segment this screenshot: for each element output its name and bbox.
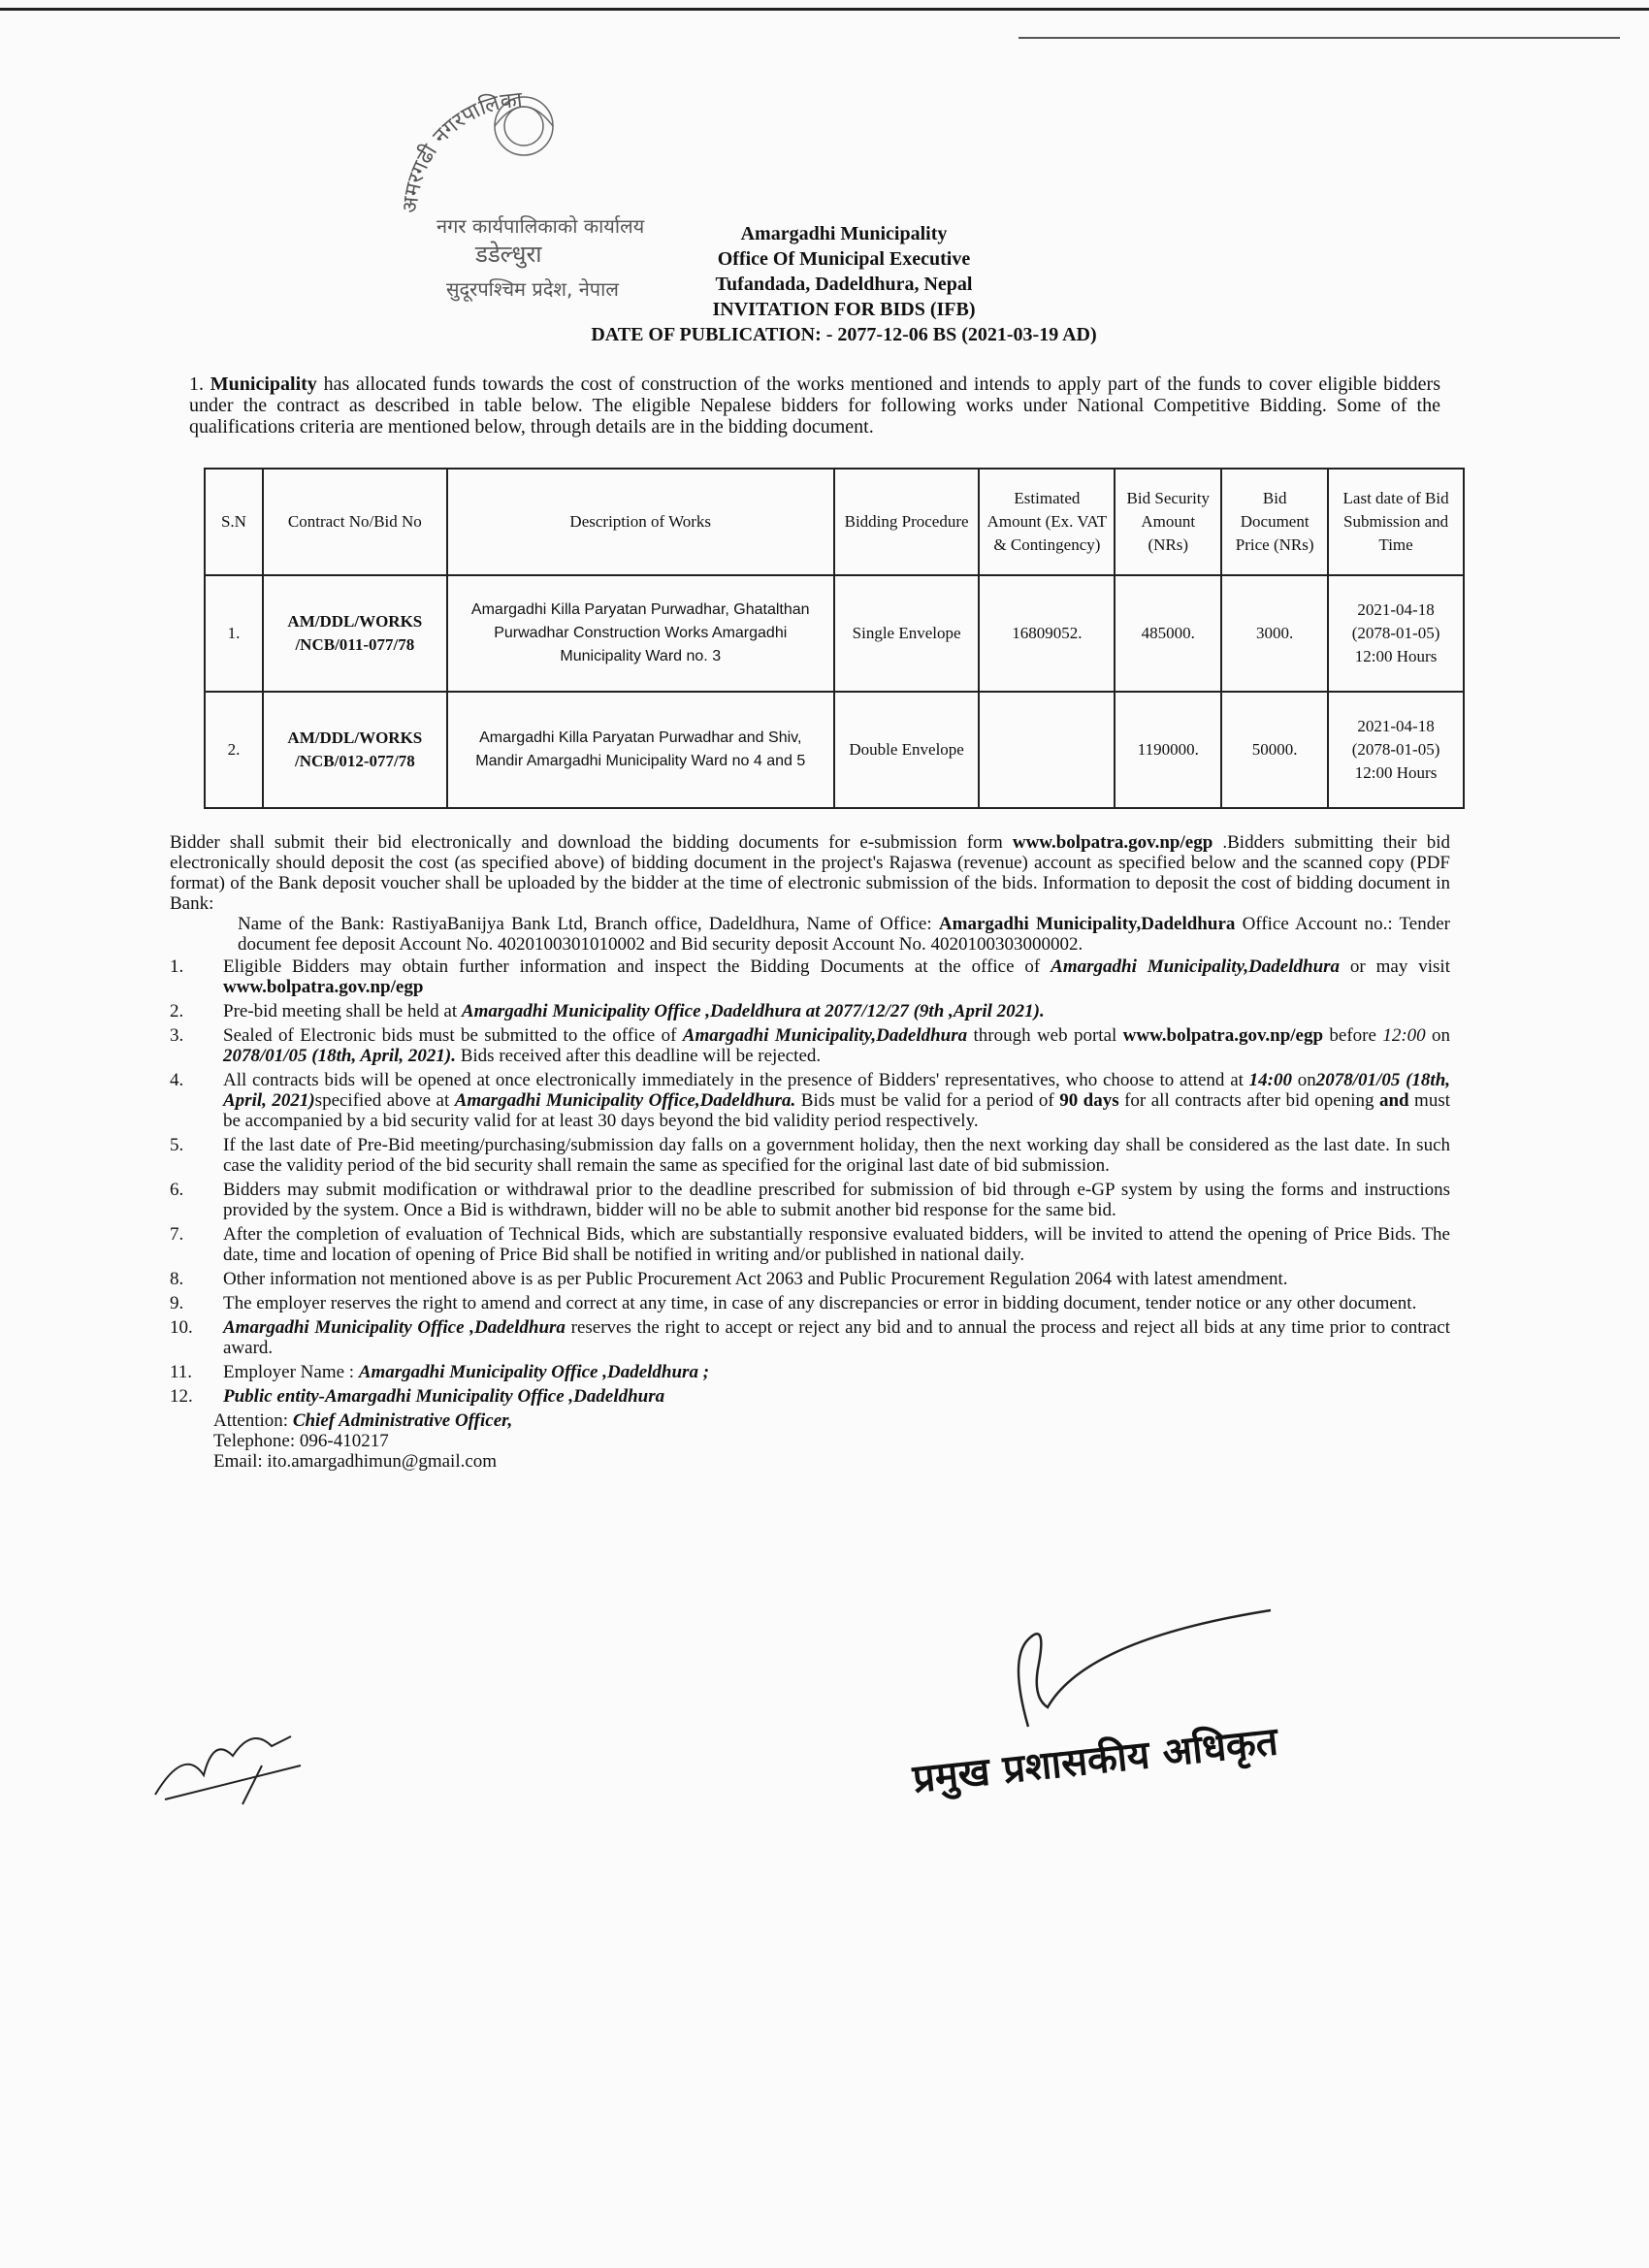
cell-security: 1190000.	[1115, 692, 1221, 808]
col-security: Bid Security Amount (NRs)	[1115, 469, 1221, 575]
cell-estimated	[979, 692, 1115, 808]
item-text: After the completion of evaluation of Technical Bids, which are substantially responsive evaluated bidders, will be invited to attend the opening of Price Bids. The date, time and location of opening of Price Bid shall be notified in writing and/or published in national daily.	[223, 1224, 1450, 1265]
list-item	[170, 1386, 1450, 1407]
list-item	[170, 1180, 1450, 1220]
item-text: Employer Name :	[223, 1362, 359, 1382]
cell-sn: 1.	[205, 575, 263, 692]
cell-estimated: 16809052.	[979, 575, 1115, 692]
svg-text:सुदूरपश्चिम प्रदेश, नेपाल: सुदूरपश्चिम प्रदेश, नेपाल	[446, 277, 619, 301]
cell-price: 50000.	[1221, 692, 1328, 808]
header-date: DATE OF PUBLICATION: - 2077-12-06 BS (2021-03-19 AD)	[591, 324, 1097, 345]
item-text: Other information not mentioned above is as per Public Procurement Act 2063 and Public Procurement Regulation 2064 with latest amendment.	[223, 1269, 1288, 1289]
col-estimated: Estimated Amount (Ex. VAT & Contingency)	[979, 469, 1115, 575]
item-text: Amargadhi Municipality,Dadeldhura	[682, 1025, 968, 1046]
item-text: must be accompanied by a bid security valid for at least 30 days beyond the bid validity period respectively.	[223, 1090, 1450, 1131]
item-text: www.bolpatra.gov.np/egp	[223, 977, 424, 997]
table-row	[205, 692, 1464, 808]
item-text: Amargadhi Municipality Office ,Dadeldhura	[223, 1317, 566, 1338]
attention-line: Attention: Chief Administrative Officer,	[213, 1410, 513, 1431]
item-number: 11.	[170, 1362, 193, 1382]
cell-procedure: Double Envelope	[834, 692, 980, 808]
list-item	[170, 1025, 1450, 1066]
item-text: reserves the right to accept or reject any bid and to annual the process and reject all bids at any time prior to contract award.	[223, 1317, 1450, 1358]
item-text: 2078/01/05 (18th, April, 2021)	[223, 1070, 1451, 1111]
svg-text:डडेल्धुरा: डडेल्धुरा	[475, 241, 542, 268]
item-text: Sealed of Electronic bids must be submitted to the office of	[223, 1025, 683, 1046]
item-number: 6.	[170, 1180, 184, 1200]
svg-text:नगर कार्यपालिकाको कार्यालय: नगर कार्यपालिकाको कार्यालय	[436, 214, 645, 238]
item-text: Amargadhi Municipality Office,Dadeldhura.	[454, 1090, 796, 1111]
item-text: Pre-bid meeting shall be held at	[223, 1001, 462, 1021]
item-text: 14:00	[1248, 1070, 1292, 1090]
item-number: 10.	[170, 1317, 193, 1338]
item-text: If the last date of Pre-Bid meeting/purchasing/submission day falls on a government holiday, then the next working day shall be considered as the last date. In such case the validity period of the bid security shall remain the same as specified for the original last date of bid submission.	[223, 1135, 1450, 1176]
item-text: 2078/01/05 (18th, April, 2021).	[223, 1046, 456, 1066]
header-office: Office Of Municipal Executive	[717, 248, 971, 270]
cell-security: 485000.	[1115, 575, 1221, 692]
item-text: for all contracts after bid opening	[1118, 1090, 1379, 1111]
item-text: on	[1292, 1070, 1316, 1090]
list-item	[170, 1362, 1450, 1382]
email-line: Email: ito.amargadhimun@gmail.com	[213, 1451, 498, 1472]
col-last-date: Last date of Bid Submission and Time	[1328, 469, 1464, 575]
cell-description: Amargadhi Killa Paryatan Purwadhar and Shiv, Mandir Amargadhi Municipality Ward no 4 and 5	[447, 692, 834, 808]
item-text: and	[1378, 1090, 1409, 1111]
telephone-line: Telephone: 096-410217	[213, 1431, 389, 1451]
item-text: on	[1425, 1025, 1450, 1046]
bids-table	[204, 468, 1465, 809]
top-rule	[0, 8, 1649, 11]
cell-price: 3000.	[1221, 575, 1328, 692]
item-text: through web portal	[967, 1025, 1123, 1046]
item-number: 4.	[170, 1070, 184, 1090]
list-item	[170, 1135, 1450, 1176]
intro-paragraph: 1. Municipality has allocated funds towards the cost of construction of the works mentioned and intends to apply part of the funds to cover eligible bidders under the contract as described in table below. The eligible Nepalese bidders for following works under National Competitive Bidding. Some of the qualifications criteria are mentioned below, through details are in the bidding document.	[189, 373, 1440, 437]
notice-body	[170, 832, 1450, 1472]
header-title: INVITATION FOR BIDS (IFB)	[712, 299, 976, 320]
item-text: Amargadhi Municipality Office ,Dadeldhura ;	[358, 1362, 710, 1382]
cell-procedure: Single Envelope	[834, 575, 980, 692]
cell-last-date: 2021-04-18 (2078-01-05) 12:00 Hours	[1328, 692, 1464, 808]
list-item	[170, 1317, 1450, 1358]
item-text: Bids must be valid for a period of	[795, 1090, 1060, 1111]
col-description: Description of Works	[447, 469, 834, 575]
notice-header	[543, 221, 1145, 347]
item-text: 90 days	[1059, 1090, 1119, 1111]
header-municipality: Amargadhi Municipality	[740, 223, 948, 244]
item-text: www.bolpatra.gov.np/egp	[1122, 1025, 1324, 1046]
cell-description: Amargadhi Killa Paryatan Purwadhar, Ghatalthan Purwadhar Construction Works Amargadhi Municipality Ward no. 3	[447, 575, 834, 692]
item-text: Amargadhi Municipality,Dadeldhura	[1051, 956, 1341, 977]
col-procedure: Bidding Procedure	[834, 469, 980, 575]
item-number: 5.	[170, 1135, 184, 1155]
item-text: or may visit	[1340, 956, 1450, 977]
bank-info: Name of the Bank: RastiyaBanijya Bank Ltd, Branch office, Dadeldhura, Name of Office: Amargadhi Municipality,Dadeldhura Office Account no.: Tender document fee deposit Account No. 4020100301010002 and Bid security deposit Account No. 4020100303000002.	[238, 914, 1451, 955]
cell-sn: 2.	[205, 692, 263, 808]
cell-last-date: 2021-04-18 (2078-01-05) 12:00 Hours	[1328, 575, 1464, 692]
item-text: 12:00	[1382, 1025, 1426, 1046]
officer-title-stamp: प्रमुख प्रशासकीय अधिकृत	[910, 1719, 1280, 1802]
item-number: 1.	[170, 956, 184, 977]
item-number: 2.	[170, 1001, 184, 1021]
list-item	[170, 1001, 1450, 1021]
initials-signature	[146, 1707, 320, 1814]
item-number: 12.	[170, 1386, 193, 1407]
submission-paragraph: Bidder shall submit their bid electronically and download the bidding documents for e-submission form www.bolpatra.gov.np/egp .Bidders submitting their bid electronically should deposit the cost (as specified above) of bidding document in the project's Rajaswa (revenue) account as specified below and the scanned copy (PDF format) of the Bank deposit voucher shall be uploaded by the bidder at the time of electronic submission of the bids. Information to deposit the cost of bidding document in Bank:	[170, 832, 1450, 914]
list-item	[170, 1070, 1450, 1131]
header-address: Tufandada, Dadeldhura, Nepal	[715, 274, 973, 295]
list-item	[170, 1224, 1450, 1265]
item-number: 7.	[170, 1224, 184, 1245]
item-text: The employer reserves the right to amend and correct at any time, in case of any discrepancies or error in bidding document, tender notice or any other document.	[223, 1293, 1417, 1313]
col-contract-no: Contract No/Bid No	[263, 469, 447, 575]
item-text: Bids received after this deadline will be rejected.	[455, 1046, 822, 1066]
cell-contract: AM/DDL/WORKS /NCB/012-077/78	[263, 692, 447, 808]
top-rule-right	[1018, 37, 1620, 39]
item-number: 8.	[170, 1269, 184, 1289]
item-text: All contracts bids will be opened at once electronically immediately in the presence of Bidders' representatives, who choose to attend at	[223, 1070, 1249, 1090]
contact-block	[170, 1410, 1450, 1472]
item-number: 9.	[170, 1293, 184, 1313]
item-number: 3.	[170, 1025, 184, 1046]
col-price: Bid Document Price (NRs)	[1221, 469, 1328, 575]
list-item	[170, 1269, 1450, 1289]
list-item	[170, 1293, 1450, 1313]
terms-list	[170, 956, 1450, 1407]
bolpatra-link[interactable]: www.bolpatra.gov.np/egp	[1012, 832, 1213, 853]
table-row	[205, 575, 1464, 692]
item-text: specified above at	[314, 1090, 455, 1111]
item-text: Public entity-Amargadhi Municipality Office ,Dadeldhura	[223, 1386, 665, 1407]
table-header-row	[205, 469, 1464, 575]
item-text: before	[1323, 1025, 1383, 1046]
cell-contract: AM/DDL/WORKS /NCB/011-077/78	[263, 575, 447, 692]
item-text: Bidders may submit modification or withdrawal prior to the deadline prescribed for submission of bid through e-GP system by using the forms and instructions provided by the system. Once a Bid is withdrawn, bidder will no be able to submit another bid response for the same bid.	[223, 1180, 1450, 1220]
item-text: Eligible Bidders may obtain further information and inspect the Bidding Documents at the office of	[223, 956, 1051, 977]
item-text: Amargadhi Municipality Office ,Dadeldhura at 2077/12/27 (9th ,April 2021).	[461, 1001, 1045, 1021]
svg-text:अमरगढी नगरपालिका: अमरगढी नगरपालिका	[398, 87, 524, 214]
col-sn: S.N	[205, 469, 263, 575]
list-item	[170, 956, 1450, 997]
